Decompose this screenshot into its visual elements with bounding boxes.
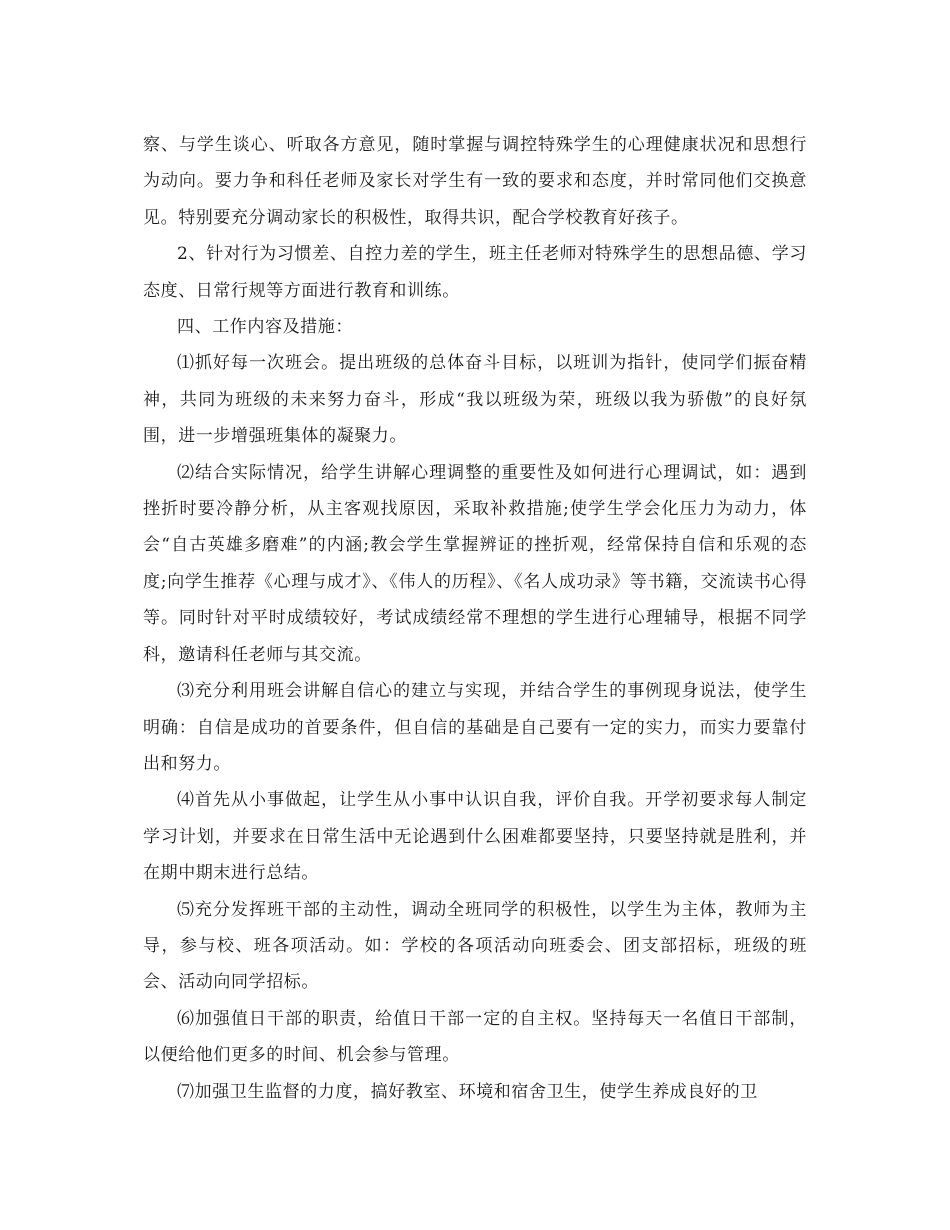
paragraph-item-2: 2、针对行为习惯差、自控力差的学生，班主任老师对特殊学生的思想品德、学习态度、日常行规等方面进行教育和训练。 [143,244,807,301]
document-body [143,127,807,1110]
paragraph-measure-7: ⑺加强卫生监督的力度，搞好教室、环境和宿舍卫生，使学生养成良好的卫 [177,1081,758,1102]
paragraph-measure-5: ⑸充分发挥班干部的主动性，调动全班同学的积极性，以学生为主体，教师为主导，参与校、班各项活动。如：学校的各项活动向班委会、团支部招标，班级的班会、活动向同学招标。 [143,899,807,993]
paragraph-measure-2: ⑵结合实际情况，给学生讲解心理调整的重要性及如何进行心理调试，如：遇到挫折时要冷静分析，从主客观找原因，采取补救措施;使学生学会化压力为动力，体会“自古英雄多磨难”的内涵;教会学生掌握辨证的挫折观，经常保持自信和乐观的态度;向学生推荐《心理与成才》、《伟人的历程》、《名人成功录》等书籍，交流读书心得等。同时针对平时成绩较好，考试成绩经常不理想的学生进行心理辅导，根据不同学科，邀请科任老师与其交流。 [143,462,807,665]
paragraph-measure-6: ⑹加强值日干部的职责，给值日干部一定的自主权。坚持每天一名值日干部制，以便给他们更多的时间、机会参与管理。 [143,1008,807,1066]
section-heading-work-measures: 四、工作内容及措施： [177,317,353,338]
paragraph-continuation: 察、与学生谈心、听取各方意见，随时掌握与调控特殊学生的心理健康状况和思想行为动向。要力争和科任老师及家长对学生有一致的要求和态度，并时常同他们交换意见。特别要充分调动家长的积极性，取得共识，配合学校教育好孩子。 [143,135,807,228]
paragraph-measure-4: ⑷首先从小事做起，让学生从小事中认识自我，评价自我。开学初要求每人制定学习计划，并要求在日常生活中无论遇到什么困难都要坚持，只要坚持就是胜利，并在期中期末进行总结。 [143,790,807,884]
paragraph-measure-1: ⑴抓好每一次班会。提出班级的总体奋斗目标，以班训为指针，使同学们振奋精神，共同为班级的未来努力奋斗，形成“我以班级为荣，班级以我为骄傲”的良好氛围，进一步增强班集体的凝聚力。 [143,353,807,447]
paragraph-measure-3: ⑶充分利用班会讲解自信心的建立与实现，并结合学生的事例现身说法，使学生明确：自信是成功的首要条件，但自信的基础是自己要有一定的实力，而实力要靠付出和努力。 [143,681,807,774]
